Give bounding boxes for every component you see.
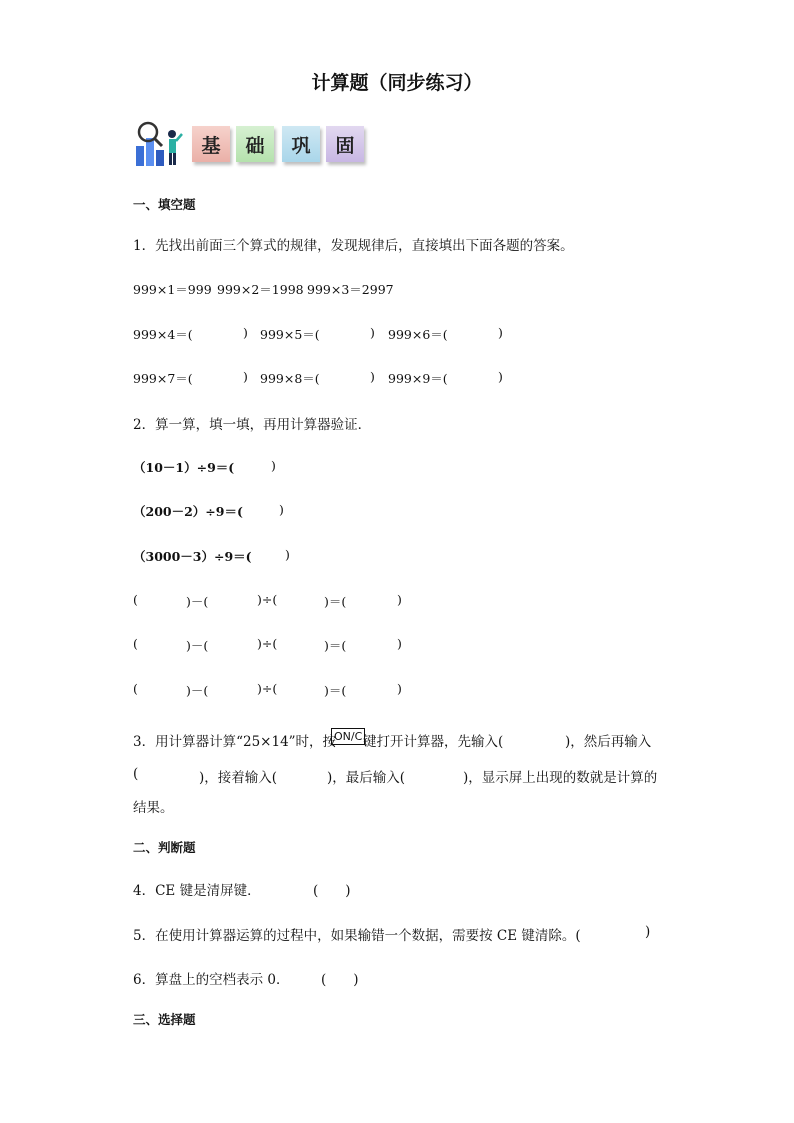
blank-part[interactable]: ( [133, 592, 138, 607]
question-5-text: 5．在使用计算器运算的过程中，如果输错一个数据，需要按 CE 键清除。( [133, 928, 581, 944]
question-2-blank-row-3 [133, 681, 433, 699]
equation-left: 999×4＝( [133, 327, 193, 342]
blank-part[interactable]: )＝( [324, 594, 347, 609]
question-3-line-2-b: )，接着输入( [199, 770, 278, 786]
equation-left: 999×5＝( [260, 327, 320, 342]
question-2-blank-row-1 [133, 592, 433, 610]
question-6-text: 6．算盘上的空档表示 0． [133, 972, 290, 988]
section-heading-judgement: 二、判断题 [133, 840, 196, 855]
answer-paren[interactable]: ( ) [313, 883, 351, 899]
equation-left: 999×6＝( [388, 327, 448, 342]
blank-part[interactable]: )－( [186, 594, 209, 609]
banner-char-4: 固 [326, 126, 364, 162]
question-3-part-2: 键打开计算器，先输入( [363, 734, 504, 750]
pattern-item: 999×1＝999 [133, 282, 212, 297]
blank-part[interactable]: ) [397, 592, 402, 607]
section-heading-choice: 三、选择题 [133, 1012, 196, 1027]
question-1-row-2 [133, 369, 533, 387]
equation-blank-close[interactable]: ) [498, 325, 503, 340]
blank-part[interactable]: )＝( [324, 638, 347, 653]
page-title: 计算题（同步练习） [311, 72, 483, 94]
equation-left: （3000－3）÷9＝( [133, 549, 252, 564]
question-3-line-2-d: )，显示屏上出现的数就是计算的 [463, 770, 658, 786]
equation-blank-close[interactable]: ) [279, 502, 284, 517]
section-banner [132, 120, 372, 170]
question-2-eq-3 [133, 547, 333, 565]
question-1-pattern [133, 280, 533, 298]
equation-blank-close[interactable]: ) [498, 369, 503, 384]
pattern-item: 999×2＝1998 [217, 282, 304, 297]
equation-blank-close[interactable]: ) [271, 458, 276, 473]
blank-part[interactable]: )÷( [257, 681, 278, 696]
question-3-part-1: 3．用计算器计算“25×14”时，按 [133, 734, 337, 750]
question-1-row-1 [133, 325, 533, 343]
pattern-item: 999×3＝2997 [307, 282, 394, 297]
banner-char-3: 巩 [282, 126, 320, 162]
equation-left: （10－1）÷9＝( [133, 460, 235, 475]
question-3-line-3: 结果。 [133, 800, 174, 816]
blank-open[interactable]: ( [133, 766, 139, 782]
magnifier-person-icon [132, 120, 190, 170]
question-3-line-1 [133, 730, 663, 750]
blank-part[interactable]: )－( [186, 683, 209, 698]
equation-blank-close[interactable]: ) [285, 547, 290, 562]
question-1-text: 1．先找出前面三个算式的规律，发现规律后，直接填出下面各题的答案。 [133, 238, 574, 254]
question-4 [133, 879, 433, 899]
question-2-eq-2 [133, 502, 333, 520]
answer-paren[interactable]: ( ) [321, 972, 359, 988]
blank-part[interactable]: ( [133, 681, 138, 696]
question-2-blank-row-2 [133, 636, 433, 654]
on-c-key-icon: ON/C [331, 728, 365, 745]
banner-char-2: 础 [236, 126, 274, 162]
blank-part[interactable]: )÷( [257, 592, 278, 607]
equation-left: 999×8＝( [260, 371, 320, 386]
question-3-line-2 [133, 766, 663, 786]
equation-blank-close[interactable]: ) [370, 325, 375, 340]
question-3-part-3: )，然后再输入 [565, 734, 652, 750]
question-4-text: 4．CE 键是清屏键． [133, 883, 261, 899]
question-2-eq-1 [133, 458, 333, 476]
blank-part[interactable]: ) [397, 636, 402, 651]
blank-part[interactable]: ( [133, 636, 138, 651]
equation-left: 999×9＝( [388, 371, 448, 386]
equation-left: （200－2）÷9＝( [133, 504, 243, 519]
question-6 [133, 968, 433, 988]
equation-blank-close[interactable]: ) [243, 369, 248, 384]
blank-part[interactable]: )＝( [324, 683, 347, 698]
blank-part[interactable]: )÷( [257, 636, 278, 651]
blank-part[interactable]: )－( [186, 638, 209, 653]
blank-part[interactable]: ) [397, 681, 402, 696]
equation-blank-close[interactable]: ) [243, 325, 248, 340]
equation-blank-close[interactable]: ) [370, 369, 375, 384]
question-5 [133, 924, 663, 944]
question-2-text: 2．算一算，填一填，再用计算器验证． [133, 417, 372, 433]
banner-char-1: 基 [192, 126, 230, 162]
answer-paren-close[interactable]: ) [645, 924, 651, 940]
section-heading-fill-blank: 一、填空题 [133, 197, 196, 212]
equation-left: 999×7＝( [133, 371, 193, 386]
question-3-line-2-c: )，最后输入( [327, 770, 406, 786]
